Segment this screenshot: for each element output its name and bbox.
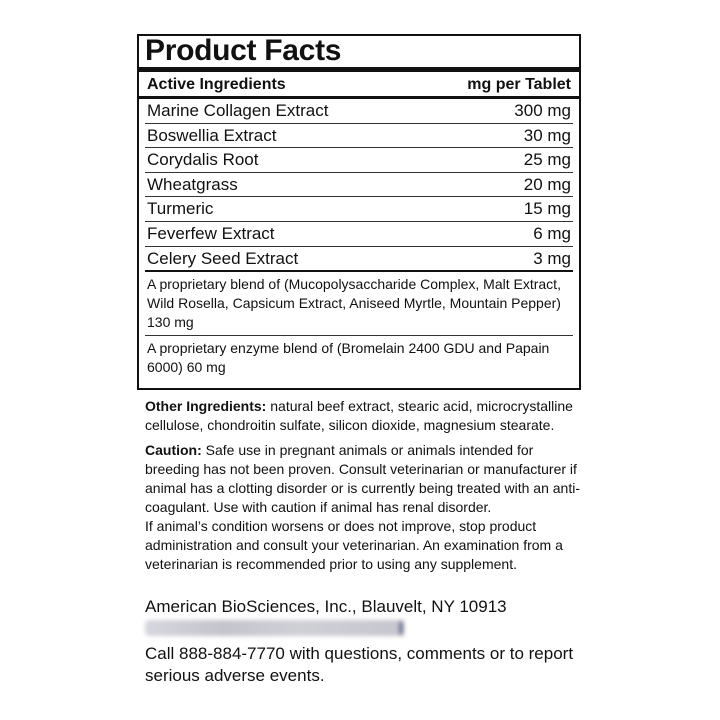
- proprietary-enzyme-blend: A proprietary enzyme blend of (Bromelain 2400 GDU and Papain 6000) 60 mg: [147, 340, 550, 376]
- header-active-ingredients: Active Ingredients: [147, 76, 286, 93]
- ingredient-row: [145, 222, 573, 247]
- ingredient-list: [145, 99, 573, 272]
- ingredient-name: Corydalis Root: [147, 150, 259, 170]
- ingredient-amount: 20 mg: [523, 174, 571, 194]
- other-ingredients: [145, 397, 585, 435]
- column-header-row: [145, 72, 573, 96]
- ingredient-amount: 300 mg: [514, 101, 571, 120]
- ingredient-amount: 15 mg: [523, 199, 571, 219]
- product-facts-panel: [137, 34, 581, 390]
- ingredient-amount: 3 mg: [533, 248, 571, 268]
- ingredient-name: Boswellia Extract: [147, 125, 277, 145]
- company-address: American BioSciences, Inc., Blauvelt, NY 10913: [145, 597, 507, 616]
- ingredient-amount: 6 mg: [533, 223, 571, 243]
- ingredient-name: Marine Collagen Extract: [147, 101, 329, 120]
- caution-paragraph: [145, 441, 585, 517]
- other-ingredients-text: natural beef extract, stearic acid, microcrystalline cellulose, chondroitin sulfate, silicon dioxide, magnesium stearate.: [145, 398, 573, 433]
- ingredient-name: Wheatgrass: [147, 174, 238, 194]
- ingredient-row: [145, 148, 573, 173]
- caution-text: Safe use in pregnant animals or animals intended for breeding has not been proven. Consult veterinarian or manufacturer if animal has a clotting disorder or is currently being treated with an anti-coagulant. Use with caution if animal has renal disorder.: [145, 442, 580, 515]
- ingredient-row: [145, 124, 573, 149]
- caution-paragraph-2: If animal’s condition worsens or does not improve, stop product administration and consult your veterinarian. An examination from a veterinarian is recommended prior to using any supplement.: [145, 518, 563, 572]
- contact-phone-line: Call 888-884-7770 with questions, comments or to report serious adverse events.: [145, 644, 574, 685]
- ingredient-row: [145, 173, 573, 198]
- ingredient-name: Feverfew Extract: [147, 223, 275, 243]
- ingredient-row: [145, 197, 573, 222]
- ingredient-name: Turmeric: [147, 199, 214, 219]
- header-mg-per-tablet: mg per Tablet: [467, 76, 571, 93]
- ingredient-row: [145, 247, 573, 273]
- caution-label: Caution:: [145, 442, 202, 458]
- label-details: [145, 397, 585, 580]
- proprietary-blend: A proprietary blend of (Mucopolysaccharide Complex, Malt Extract, Wild Rosella, Capsicum Extract, Aniseed Myrtle, Mountain Pepper) 130 mg: [145, 272, 573, 336]
- ingredient-name: Celery Seed Extract: [147, 248, 299, 268]
- redacted-email: [145, 620, 401, 636]
- panel-title: Product Facts: [145, 34, 342, 67]
- other-ingredients-label: Other Ingredients:: [145, 398, 267, 414]
- ingredient-row: [145, 99, 573, 124]
- ingredient-amount: 25 mg: [523, 150, 571, 170]
- ingredient-amount: 30 mg: [523, 125, 571, 145]
